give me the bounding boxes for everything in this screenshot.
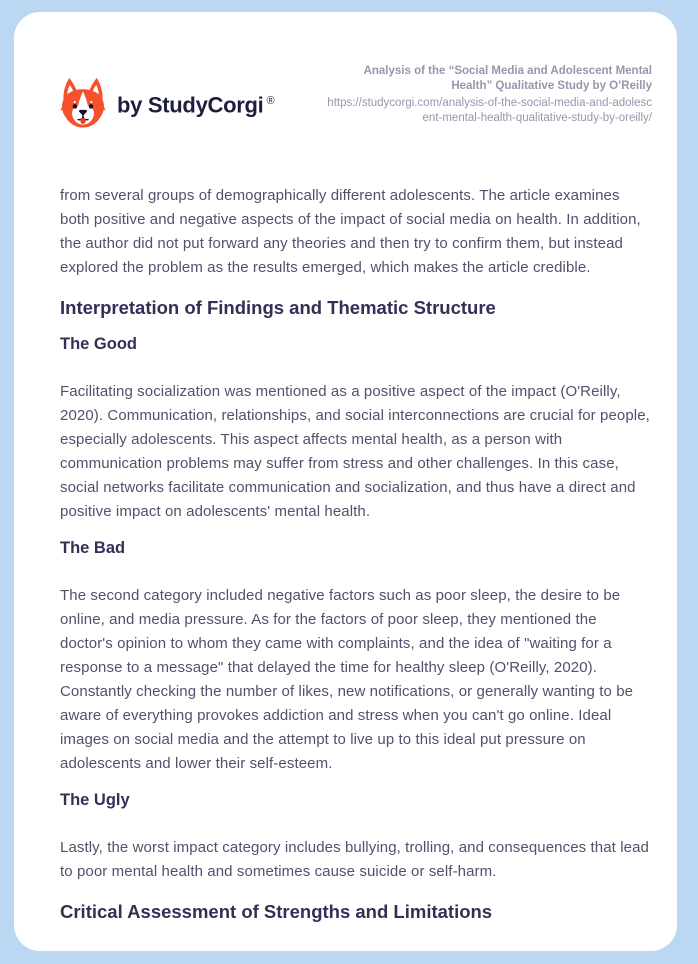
document-header — [60, 12, 652, 130]
registered-trademark: ® — [266, 95, 275, 107]
heading-the-bad: The Bad — [60, 539, 126, 558]
paragraph-the-bad: The second category included negative factors such as poor sleep, the desire to be online, and media pressure. As for the factors of poor sleep, they mentioned the doctor's opinion to whom they came with complaints, and the idea of "waiting for a response to a message" that delayed the time for healthy sleep (O'Reilly, 2020). Constantly checking the number of likes, new notifications, or generally wanting to be aware of everything provokes addiction and stress when you can't go online. Ideal images on social media and the attempt to live up to this ideal put pressure on adolescents and lower their self-esteem. — [60, 587, 634, 773]
document-url-link[interactable]: https://studycorgi.com/analysis-of-the-social-media-and-adolescent-mental-health-qualitative-study-by-oreilly/ — [327, 97, 652, 124]
article-body — [60, 130, 652, 925]
paragraph-the-ugly: Lastly, the worst impact category includes bullying, trolling, and consequences that lead to poor mental health and sometimes cause suicide or self-harm. — [60, 839, 649, 881]
paragraph-the-good: Facilitating socialization was mentioned as a positive aspect of the impact (O'Reilly, 2020). Communication, relationships, and social interconnections are crucial for people, especially adolescents. This aspect affects mental health, as a person with communication problems may suffer from stress and other challenges. In this case, social networks facilitate communication and socialization, and thus have a direct and positive impact on adolescents' mental health. — [60, 383, 650, 521]
brand — [60, 76, 274, 130]
brand-name-text: by StudyCorgi — [117, 92, 264, 118]
document-title: Analysis of the “Social Media and Adolescent Mental Health” Qualitative Study by O’Reilly — [363, 65, 652, 92]
brand-name — [117, 76, 274, 130]
document-card — [14, 12, 677, 951]
corgi-logo-icon — [60, 78, 106, 128]
heading-the-good: The Good — [60, 335, 137, 354]
heading-critical-assessment: Critical Assessment of Strengths and Limitations — [60, 901, 493, 923]
heading-interpretation-of-findings: Interpretation of Findings and Thematic Structure — [60, 297, 496, 319]
document-meta — [327, 64, 652, 126]
intro-paragraph: from several groups of demographically different adolescents. The article examines both positive and negative aspects of the impact of social media on health. In addition, the author did not put forward any theories and then try to confirm them, but instead explored the problem as the results emerged, which makes the article credible. — [60, 187, 641, 277]
heading-the-ugly: The Ugly — [60, 791, 130, 810]
